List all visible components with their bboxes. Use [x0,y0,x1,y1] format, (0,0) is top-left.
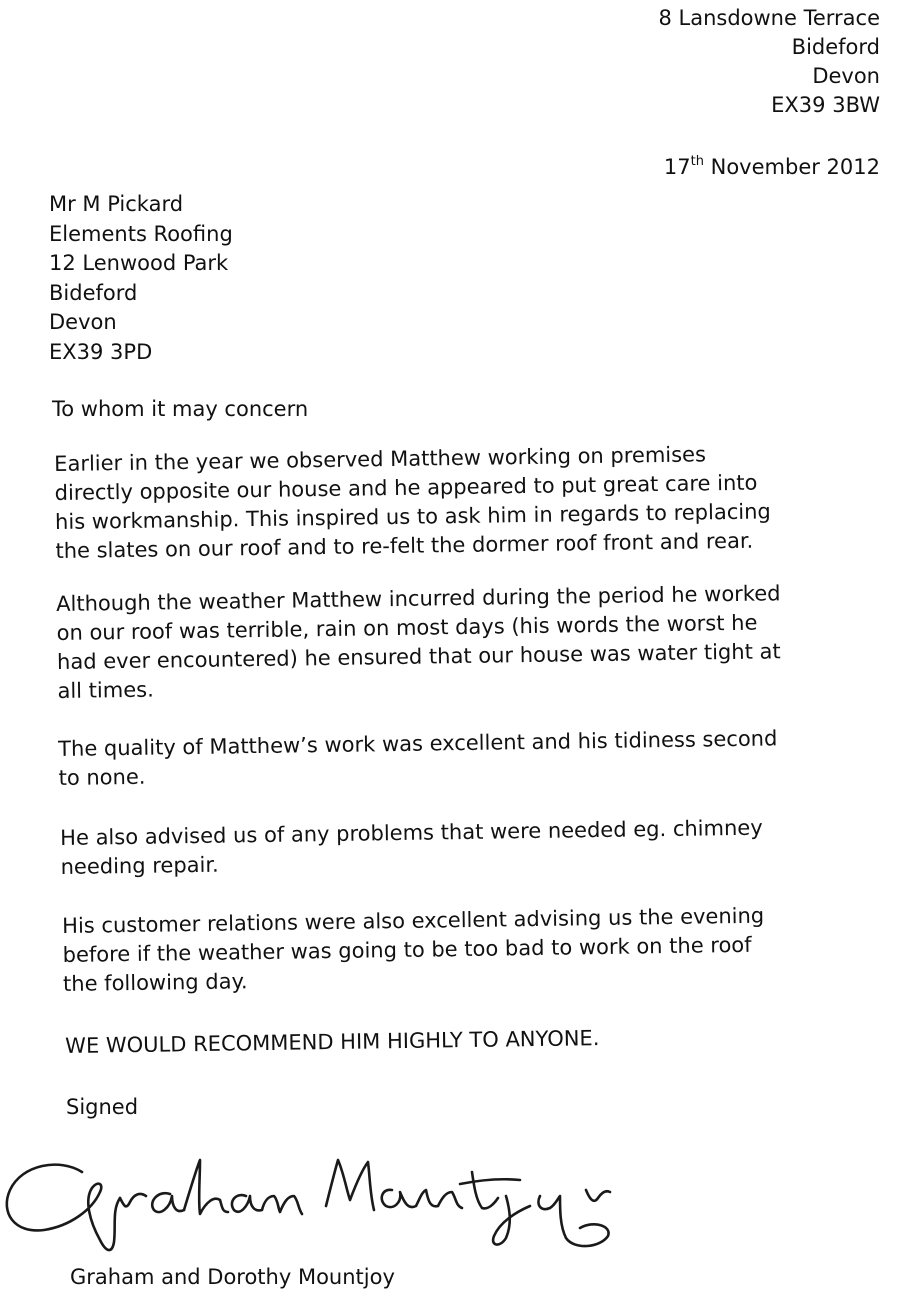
sender-address [658,4,880,120]
recipient-line: Elements Roofing [49,221,233,246]
recommendation: WE WOULD RECOMMEND HIM HIGHLY TO ANYONE. [65,1026,600,1058]
date-month-year: November 2012 [703,155,880,179]
recipient-line: Mr M Pickard [49,192,184,216]
sender-address-line: EX39 3BW [771,93,880,117]
handwritten-signature [0,1130,640,1260]
recipient-line: EX39 3PD [49,339,153,364]
sender-address-line: Bideford [791,35,880,59]
body-paragraph [62,900,900,999]
date-suffix: th [690,154,704,169]
recipient-line: Bideford [49,280,138,305]
body-paragraph [54,438,896,566]
paragraph-line: The quality of Matthew’s work was excellent and his tidiness second [58,726,778,761]
recipient-line: 12 Lenwood Park [49,251,229,275]
paragraph-line: directly opposite our house and he appeared to put great care into [54,470,758,505]
paragraph-line: He also advised us of any problems that were needed eg. chimney [60,815,763,850]
body-paragraph [60,812,900,882]
body-paragraph [58,723,899,793]
paragraph-line: on our roof was terrible, rain on most days (his words the worst he [56,610,758,645]
salutation: To whom it may concern [52,397,309,421]
paragraph-line: had ever encountered) he ensured that our house was water tight at [56,639,781,674]
paragraph-line: the following day. [62,969,248,996]
letter-date [664,148,880,182]
sender-address-line: Devon [812,64,880,88]
signed-label: Signed [66,1095,139,1119]
paragraph-line: needing repair. [60,852,219,879]
paragraph-line: Earlier in the year we observed Matthew working on premises [54,442,707,476]
body-paragraph [56,578,898,706]
paragraph-line: before if the weather was going to be too bad to work on the roof [62,932,752,967]
paragraph-line: to none. [58,764,146,790]
paragraph-line: all times. [57,677,154,703]
sender-address-line: 8 Lansdowne Terrace [658,6,880,30]
paragraph-line: His customer relations were also excellent advising us the evening [62,903,765,938]
paragraph-line: his workmanship. This inspired us to ask him in regards to replacing [54,499,771,534]
recipient-line: Devon [49,310,117,334]
paragraph-line: the slates on our roof and to re-felt the dormer roof front and rear. [55,528,754,563]
recipient-address [49,190,233,367]
date-day: 17 [663,155,691,179]
paragraph-line: Although the weather Matthew incurred during the period he worked [56,581,781,616]
signatories: Graham and Dorothy Mountjoy [70,1265,395,1289]
